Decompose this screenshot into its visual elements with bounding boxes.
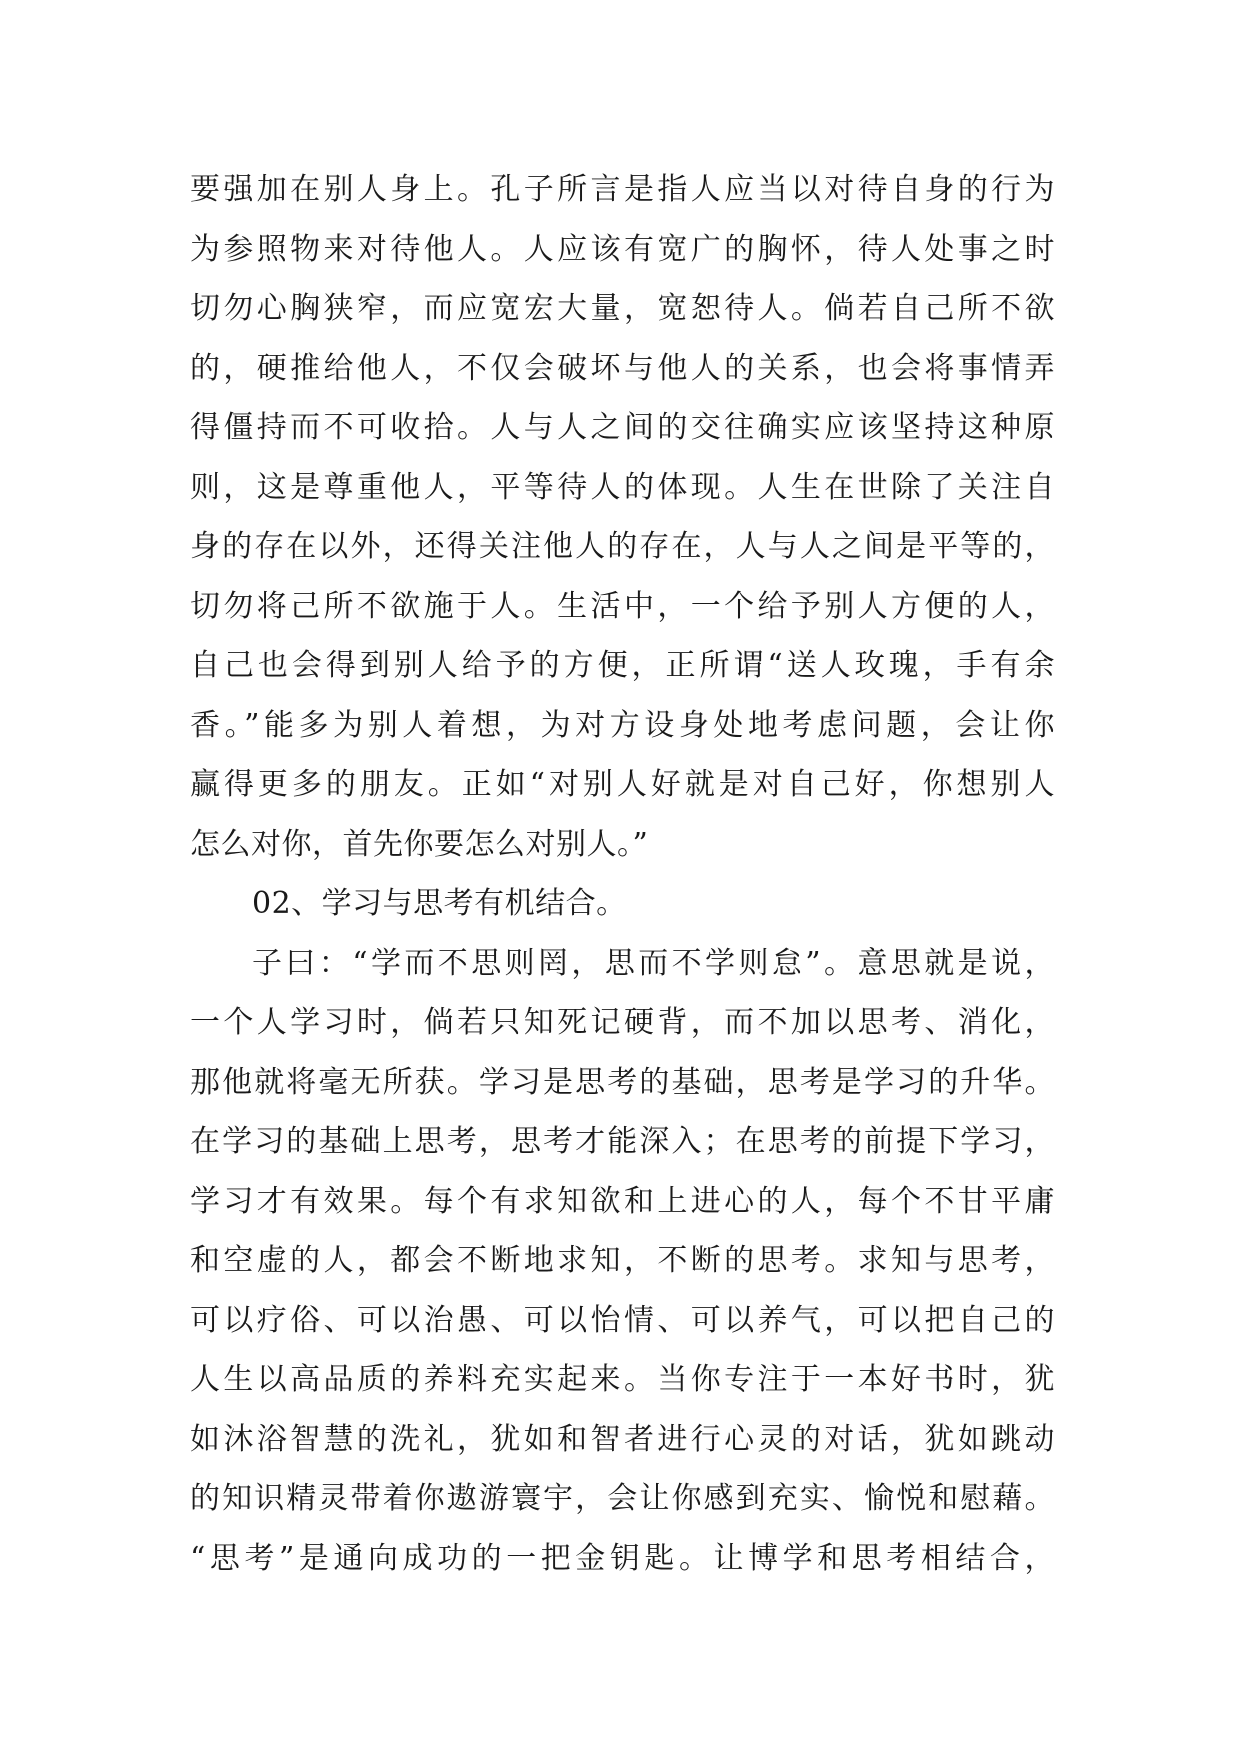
body-text [190, 160, 1055, 1588]
text-line: 的，硬推给他人，不仅会破坏与他人的关系，也会将事情弄 [190, 350, 1055, 386]
text-line: 自己也会得到别人给予的方便，正所谓“送人玫瑰，手有余 [190, 648, 1055, 683]
text-line: 则，这是尊重他人，平等待人的体现。人生在世除了关注自 [190, 469, 1055, 505]
section-heading: 02、学习与思考有机结合。 [252, 886, 627, 921]
text-line: 的知识精灵带着你遨游寰宇，会让你感到充实、愉悦和慰藉。 [190, 1481, 1055, 1516]
text-line: 和空虚的人，都会不断地求知，不断的思考。求知与思考， [190, 1243, 1055, 1278]
text-line: “思考”是通向成功的一把金钥匙。让博学和思考相结合， [190, 1540, 1055, 1576]
text-line: 在学习的基础上思考，思考才能深入；在思考的前提下学习， [190, 1124, 1055, 1159]
text-line: 赢得更多的朋友。正如“对别人好就是对自己好，你想别人 [190, 767, 1055, 802]
text-line: 怎么对你，首先你要怎么对别人。” [190, 826, 649, 862]
text-line: 身的存在以外，还得关注他人的存在，人与人之间是平等的， [190, 529, 1055, 564]
text-line: 一个人学习时，倘若只知死记硬背，而不加以思考、消化， [190, 1005, 1055, 1040]
text-line: 香。”能多为别人着想，为对方设身处地考虑问题，会让你 [190, 707, 1055, 743]
text-line: 要强加在别人身上。孔子所言是指人应当以对待自身的行为 [190, 172, 1055, 207]
text-line: 学习才有效果。每个有求知欲和上进心的人，每个不甘平庸 [190, 1183, 1055, 1219]
text-line: 人生以高品质的养料充实起来。当你专注于一本好书时，犹 [190, 1362, 1055, 1397]
text-line: 那他就将毫无所获。学习是思考的基础，思考是学习的升华。 [190, 1064, 1055, 1100]
text-line: 得僵持而不可收拾。人与人之间的交往确实应该坚持这种原 [190, 410, 1055, 445]
text-line: 如沐浴智慧的洗礼，犹如和智者进行心灵的对话，犹如跳动 [190, 1421, 1055, 1457]
text-line: 切勿将己所不欲施于人。生活中，一个给予别人方便的人， [190, 588, 1055, 624]
text-line: 可以疗俗、可以治愚、可以怡情、可以养气，可以把自己的 [190, 1302, 1055, 1338]
text-line: 切勿心胸狭窄，而应宽宏大量，宽恕待人。倘若自己所不欲 [190, 291, 1055, 326]
text-line: 子曰：“学而不思则罔，思而不学则怠”。意思就是说， [252, 945, 1055, 981]
text-line: 为参照物来对待他人。人应该有宽广的胸怀，待人处事之时 [190, 231, 1055, 267]
